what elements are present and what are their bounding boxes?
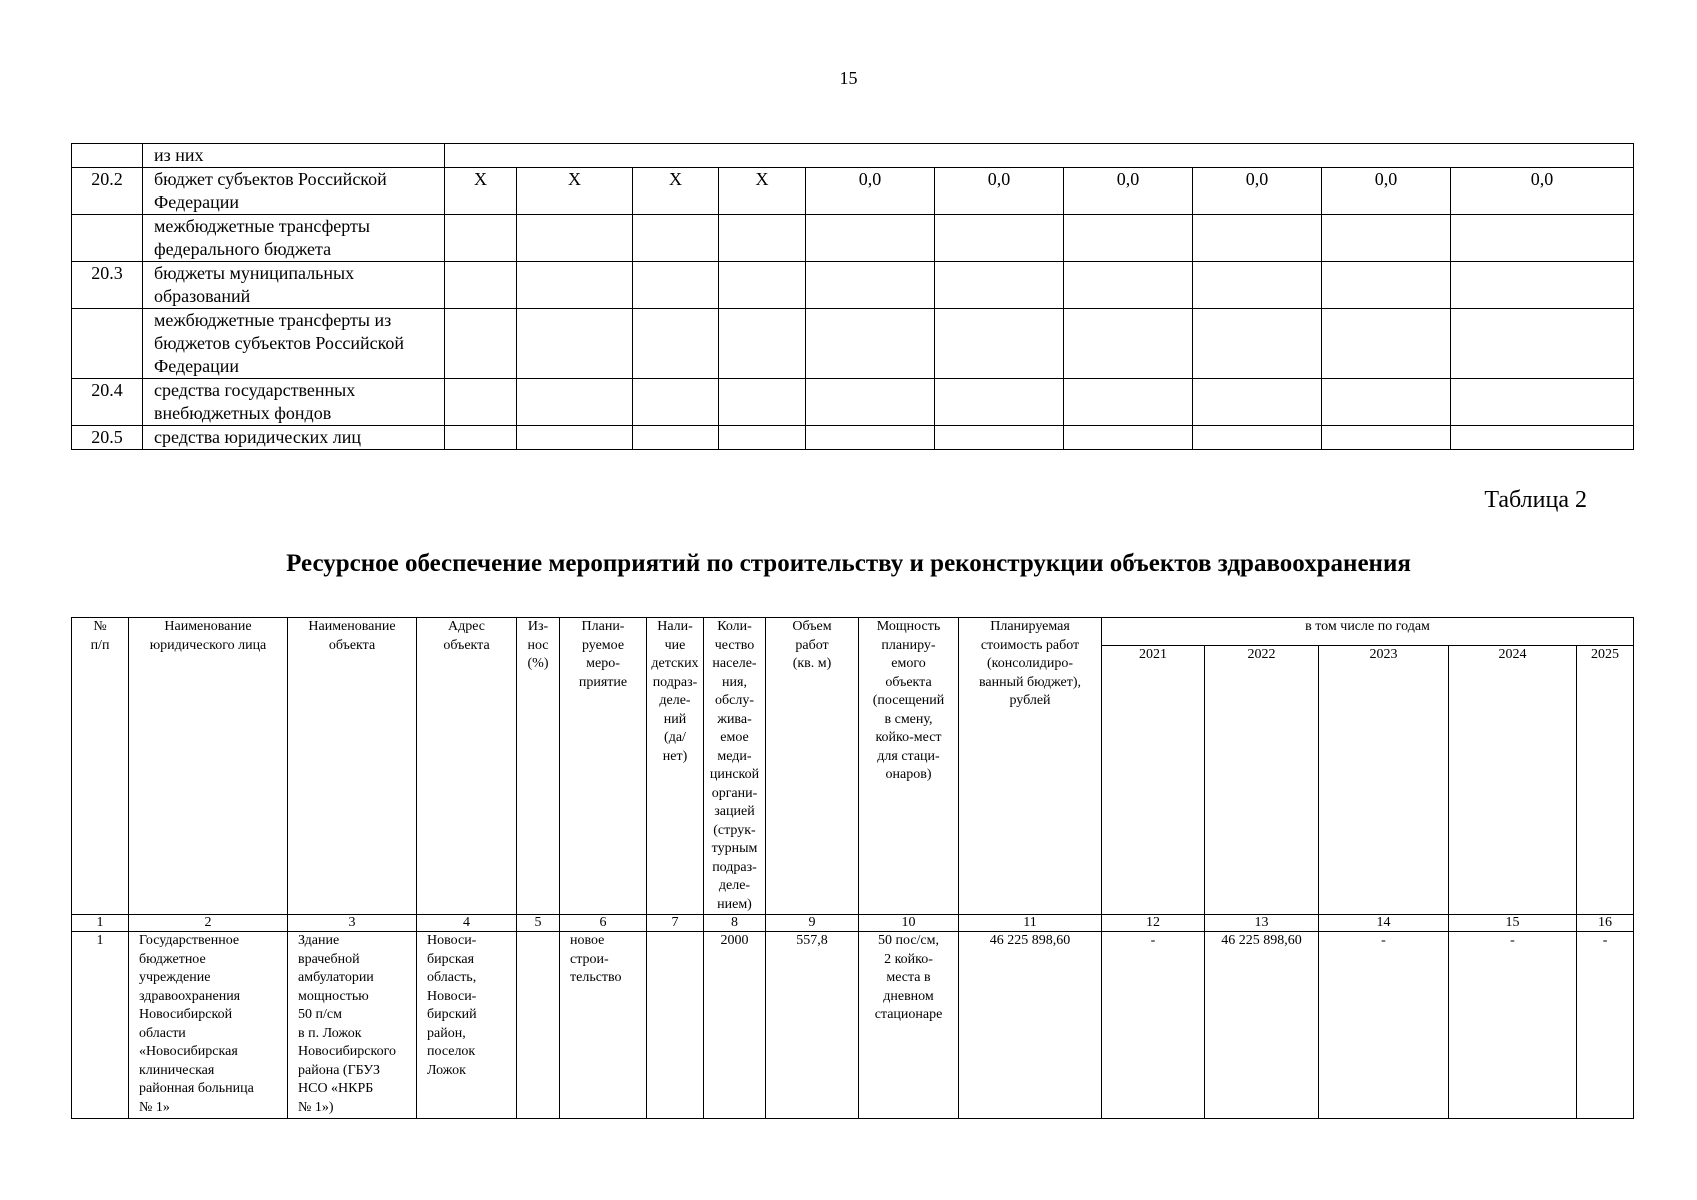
- value-cell: 0,0: [1064, 168, 1193, 215]
- object-name: Здание врачебной амбулатории мощностью 50 п/см в п. Ложок Новосибирского района (ГБУЗ НСО «НКРБ № 1»): [288, 932, 417, 1119]
- header-children: Нали- чие детских подраз- деле- ний (да/ нет): [647, 618, 704, 915]
- row-number: [72, 144, 143, 168]
- value-cell: [806, 309, 935, 379]
- value-cell: [935, 426, 1064, 450]
- value-cell: [1064, 309, 1193, 379]
- column-number: 10: [859, 915, 959, 932]
- value-cell: [1451, 309, 1634, 379]
- row-number: 1: [72, 932, 129, 1119]
- header-year: 2024: [1449, 646, 1577, 915]
- value-cell: [935, 262, 1064, 309]
- row-name: межбюджетные трансферты федерального бюджета: [143, 215, 445, 262]
- value-cell: [806, 426, 935, 450]
- row-name: бюджет субъектов Российской Федерации: [143, 168, 445, 215]
- row-name: межбюджетные трансферты из бюджетов субъектов Российской Федерации: [143, 309, 445, 379]
- table-row: [72, 426, 1634, 450]
- value-cell: [1064, 262, 1193, 309]
- table-row: [72, 144, 1634, 168]
- value-cell: [1451, 215, 1634, 262]
- value-cell: [633, 215, 719, 262]
- column-number: 15: [1449, 915, 1577, 932]
- row-name: из них: [143, 144, 445, 168]
- column-number: 14: [1319, 915, 1449, 932]
- header-year: 2025: [1577, 646, 1634, 915]
- value-cell: [1193, 379, 1322, 426]
- table-row: [72, 262, 1634, 309]
- value-cell: [806, 379, 935, 426]
- value-cell: [1322, 262, 1451, 309]
- year-value: -: [1319, 932, 1449, 1119]
- column-number: 9: [766, 915, 859, 932]
- value-cell: [935, 215, 1064, 262]
- row-number: 20.3: [72, 262, 143, 309]
- entity-name: Государственное бюджетное учреждение здравоохранения Новосибирской области «Новосибирская клиническая районная больница № 1»: [129, 932, 288, 1119]
- header-activity: Плани- руемое меро- приятие: [560, 618, 647, 915]
- value-cell: [445, 215, 517, 262]
- value-cell: [935, 309, 1064, 379]
- value-cell: [633, 426, 719, 450]
- header-entity: Наименование юридического лица: [129, 618, 288, 915]
- wear-value: [517, 932, 560, 1119]
- value-cell: [1451, 426, 1634, 450]
- planned-activity: новое строи- тельство: [560, 932, 647, 1119]
- value-cell: Х: [719, 168, 806, 215]
- value-cell: [1193, 262, 1322, 309]
- value-cell: 0,0: [806, 168, 935, 215]
- table-row: [72, 379, 1634, 426]
- page-number: 15: [839, 68, 858, 88]
- empty-cell: [445, 144, 1634, 168]
- children-divisions: [647, 932, 704, 1119]
- header-volume: Объем работ (кв. м): [766, 618, 859, 915]
- value-cell: [633, 309, 719, 379]
- value-cell: [1322, 426, 1451, 450]
- header-address: Адрес объекта: [417, 618, 517, 915]
- value-cell: [1193, 309, 1322, 379]
- column-number: 11: [959, 915, 1102, 932]
- row-number: [72, 309, 143, 379]
- value-cell: Х: [445, 168, 517, 215]
- header-year: 2023: [1319, 646, 1449, 915]
- value-cell: [1064, 379, 1193, 426]
- value-cell: [1193, 426, 1322, 450]
- header-number: № п/п: [72, 618, 129, 915]
- column-number: 2: [129, 915, 288, 932]
- table-caption: Таблица 2: [1484, 487, 1587, 513]
- capacity-value: 50 пос/см, 2 койко- места в дневном стационаре: [859, 932, 959, 1119]
- column-number: 12: [1102, 915, 1205, 932]
- value-cell: [719, 215, 806, 262]
- value-cell: [1193, 215, 1322, 262]
- value-cell: Х: [633, 168, 719, 215]
- value-cell: [517, 379, 633, 426]
- year-value: -: [1577, 932, 1634, 1119]
- funding-table-continuation: [71, 143, 1634, 450]
- value-cell: [806, 262, 935, 309]
- column-number-row: [72, 915, 1634, 932]
- column-number: 6: [560, 915, 647, 932]
- value-cell: [806, 215, 935, 262]
- value-cell: 0,0: [1322, 168, 1451, 215]
- header-years-group: в том числе по годам: [1102, 618, 1634, 646]
- value-cell: [1451, 379, 1634, 426]
- value-cell: [1322, 215, 1451, 262]
- value-cell: 0,0: [1451, 168, 1634, 215]
- header-cost: Планируемая стоимость работ (консолидиро- ванный бюджет), рублей: [959, 618, 1102, 915]
- column-number: 8: [704, 915, 766, 932]
- column-number: 4: [417, 915, 517, 932]
- row-number: 20.5: [72, 426, 143, 450]
- row-number: [72, 215, 143, 262]
- table-row: [72, 215, 1634, 262]
- column-number: 3: [288, 915, 417, 932]
- volume-value: 557,8: [766, 932, 859, 1119]
- value-cell: [445, 379, 517, 426]
- value-cell: [1451, 262, 1634, 309]
- value-cell: [1322, 379, 1451, 426]
- value-cell: [445, 262, 517, 309]
- value-cell: [1322, 309, 1451, 379]
- value-cell: [517, 426, 633, 450]
- value-cell: [445, 426, 517, 450]
- header-capacity: Мощность планиру- емого объекта (посещений в смену, койко-мест для стаци- онаров): [859, 618, 959, 915]
- value-cell: [1064, 426, 1193, 450]
- cost-value: 46 225 898,60: [959, 932, 1102, 1119]
- value-cell: [1064, 215, 1193, 262]
- table-title: Ресурсное обеспечение мероприятий по строительству и реконструкции объектов здравоохранения: [286, 550, 1411, 577]
- column-number: 1: [72, 915, 129, 932]
- row-name: бюджеты муниципальных образований: [143, 262, 445, 309]
- object-address: Новоси- бирская область, Новоси- бирский район, поселок Ложок: [417, 932, 517, 1119]
- value-cell: [445, 309, 517, 379]
- table-row: [72, 932, 1634, 1119]
- year-value: -: [1102, 932, 1205, 1119]
- value-cell: 0,0: [935, 168, 1064, 215]
- value-cell: [633, 379, 719, 426]
- table-row: [72, 168, 1634, 215]
- row-name: средства юридических лиц: [143, 426, 445, 450]
- value-cell: [935, 379, 1064, 426]
- header-object: Наименование объекта: [288, 618, 417, 915]
- header-year: 2021: [1102, 646, 1205, 915]
- row-number: 20.4: [72, 379, 143, 426]
- value-cell: [719, 426, 806, 450]
- value-cell: [719, 262, 806, 309]
- header-year: 2022: [1205, 646, 1319, 915]
- construction-resources-table: [71, 617, 1634, 1119]
- row-name: средства государственных внебюджетных фондов: [143, 379, 445, 426]
- column-number: 7: [647, 915, 704, 932]
- value-cell: [719, 309, 806, 379]
- header-row: [72, 618, 1634, 646]
- header-population: Коли- чество населе- ния, обслу- жива- емое меди- цинской органи- зацией (струк- турным подраз- деле- нием): [704, 618, 766, 915]
- column-number: 13: [1205, 915, 1319, 932]
- population-value: 2000: [704, 932, 766, 1119]
- header-wear: Из- нос (%): [517, 618, 560, 915]
- value-cell: [517, 262, 633, 309]
- value-cell: [517, 215, 633, 262]
- column-number: 5: [517, 915, 560, 932]
- value-cell: [517, 309, 633, 379]
- value-cell: [719, 379, 806, 426]
- value-cell: Х: [517, 168, 633, 215]
- table-row: [72, 309, 1634, 379]
- value-cell: [633, 262, 719, 309]
- value-cell: 0,0: [1193, 168, 1322, 215]
- row-number: 20.2: [72, 168, 143, 215]
- year-value: 46 225 898,60: [1205, 932, 1319, 1119]
- year-value: -: [1449, 932, 1577, 1119]
- column-number: 16: [1577, 915, 1634, 932]
